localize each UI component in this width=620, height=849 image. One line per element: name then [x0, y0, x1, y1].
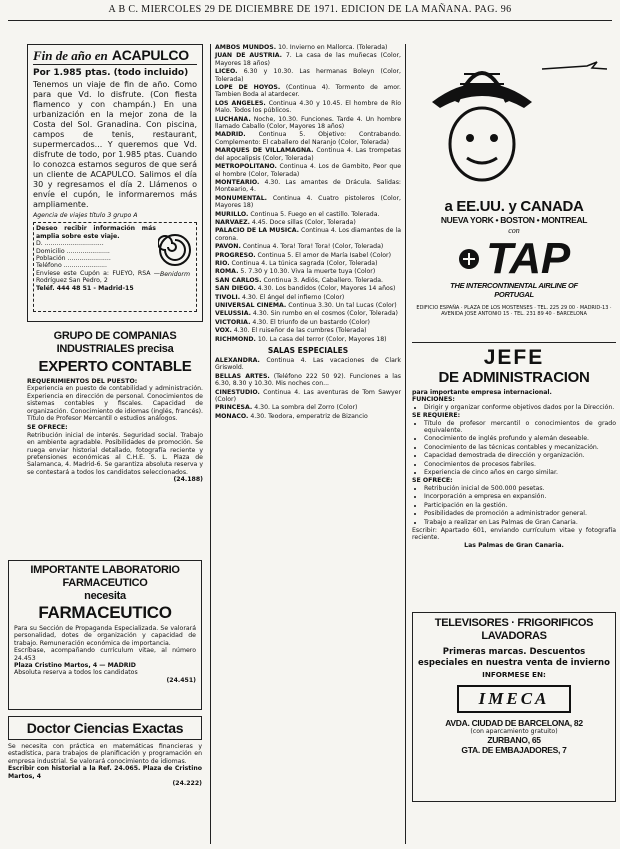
cinema-showing: Continua 4. Las vacaciones de Clark Griswold.	[215, 357, 401, 372]
cinema-name: LOPE DE HOYOS.	[215, 84, 281, 92]
cinema-name: LICEO.	[215, 68, 238, 76]
cinema-showing: Continua 4. La túnica sagrada (Color, Tolerada)	[231, 259, 378, 267]
cinema-name: BELLAS ARTES.	[215, 372, 270, 380]
cinema-name: MONUMENTAL.	[215, 194, 268, 202]
cinema-name: MARQUES DE VILLAMAGNA.	[215, 147, 314, 155]
cinema-entry	[215, 163, 401, 178]
jefe-offers-list	[412, 485, 616, 526]
tap-emblem-icon	[458, 248, 480, 270]
cinema-showing: Continua 4. Los diamantes de la corona.	[215, 227, 402, 242]
farma-apply: Escríbase, acompañando currículum vitae, al número 24.453	[14, 647, 196, 662]
tv-address1b: (con aparcamiento gratuito)	[470, 727, 558, 735]
cinema-showing: Continua 4. Los de Gambito, Peor que el hombre (Color, Tolerada)	[215, 163, 402, 178]
doctor-ad	[8, 716, 202, 842]
jefe-require-item: • Experiencia de cinco años en cargo similar.	[424, 469, 616, 476]
cinema-entry	[215, 310, 401, 317]
tv-title1: TELEVISORES · FRIGORIFICOS	[434, 617, 594, 629]
jefe-ad	[412, 342, 616, 600]
coupon-field-town: Población ......................	[36, 255, 111, 263]
tap-line3: con	[508, 226, 520, 235]
page-header: A B C. MIERCOLES 29 DE DICIEMBRE DE 1971. EDICION DE LA MAÑANA. PAG. 96	[108, 4, 512, 15]
tap-line2: NUEVA YORK • BOSTON • MONTREAL	[440, 215, 588, 225]
header-divider	[8, 20, 612, 21]
cinema-name: ROMA.	[215, 268, 239, 276]
tv-info: INFORMESE EN:	[482, 670, 546, 679]
experto-req-text: Experiencia en puesto de contabilidad y administración. Experiencia en dirección de personal. Conocimientos de sistemas contables y fiscales. Capacidad de organización. Conocimiento de idiomas (inglés, francés). Título de Profesor Mercantil o estudios análogos.	[27, 385, 203, 423]
cinema-showing: 10. La casa del terror (Color, Mayores 18)	[257, 335, 387, 343]
tap-subtitle: THE INTERCONTINENTAL AIRLINE OF PORTUGAL	[450, 281, 578, 299]
cinema-name: SAN DIEGO.	[215, 285, 256, 293]
special-entry	[215, 413, 401, 420]
jefe-offer-item: • Trabajo a realizar en Las Palmas de Gran Canaria.	[424, 519, 616, 526]
cinema-showing: 4.30. La sombra del Zorro (Color)	[254, 404, 358, 412]
farma-ref: (24.451)	[166, 676, 196, 684]
jefe-intro: para importante empresa internacional.	[412, 389, 552, 396]
cinema-name: PROGRESO.	[215, 251, 256, 259]
experto-offer-text: Retribución inicial de interés. Seguridad social. Trabajo en ambiente agradable. Posibilidades de promoción. Se ruega enviar historial detallado, fotografía reciente y pretensiones económicas al C.H.E. S. L. Plaza de Salamanca, 4. Madrid-6. Se garantiza absoluta reserva y se contestará a todos los candidatos seleccionados.	[27, 431, 203, 476]
experto-ref: (24.188)	[173, 476, 203, 484]
cinema-entry	[215, 336, 401, 343]
jefe-require-item: • Conocimiento de inglés profundo y alemán deseable.	[424, 435, 616, 442]
cinema-entry	[215, 227, 401, 242]
cinema-name: MONTEARIO.	[215, 178, 260, 186]
tv-address3: GTA. DE EMBAJADORES, 7	[461, 745, 567, 755]
cinema-showing: Continua 3.30. Un tal Lucas (Color)	[288, 302, 397, 309]
cinema-showing: Continua 4. Las aventuras de Tom Sawyer (Color)	[215, 388, 401, 404]
acapulco-agent-note: Agencia de viajes título 3 grupo A	[33, 212, 138, 219]
imeca-logo	[457, 685, 571, 713]
cinema-showing: 4.45. Doce sillas (Color, Tolerada)	[251, 218, 356, 226]
tv-body: Primeras marcas. Descuentos especiales en nuestra venta de invierno	[418, 647, 610, 668]
cinema-showing: 4.30. Los bandidos (Color, Mayores 14 años)	[257, 285, 396, 293]
coupon-field-address: Domicilio ......................	[36, 247, 110, 255]
cinema-showing: 4.30. Sin rumbo en el cosmos (Color, Tolerada)	[252, 310, 398, 318]
cinema-name: CINESTUDIO.	[215, 388, 260, 396]
jefe-functions-list	[412, 404, 616, 411]
jefe-offer-item: • Posibilidades de promoción a administrador general.	[424, 510, 616, 517]
cinema-name: LOS ANGELES.	[215, 99, 266, 107]
cartelera-column	[210, 44, 406, 844]
doctor-apply: Escribir con historial a la Ref. 24.065. Plaza de Cristino Martos, 4	[8, 765, 202, 780]
cinema-showing: 4.30. El triunfo de un bastardo (Color)	[252, 318, 370, 326]
tv-title2: LAVADORAS	[481, 630, 547, 642]
farmaceutico-ad	[8, 560, 202, 710]
jefe-requires-list	[412, 420, 616, 477]
farma-title: IMPORTANTE LABORATORIO FARMACEUTICO	[30, 564, 180, 589]
cinema-entry	[215, 243, 401, 250]
cinema-showing: (Continua 4). Tormento de amor. Tambien Boda al atardecer.	[215, 84, 401, 99]
doctor-headline: Doctor Ciencias Exactas	[8, 716, 202, 740]
cinema-showing: Continua 5. Fuego en el castillo. Tolerada.	[250, 210, 380, 218]
acapulco-body: Tenemos un viaje de fin de año. Como para que Vd. lo disfrute. (Con fiesta flamenco y con champán.) En una urbanización en la mejor zona de la Costa del Sol. Granadina. Con piscina, campos de tenis, restaurant, supermercados... Y queremos que Vd. disfrute de todo, por 1.985 ptas. Cuando lo conozca estamos seguros de que será un cliente de ACAPULCO. Salimos el día 30 y regresamos el día 2. Llámenos o envíe el cupón, le informaremos más ampliamente.	[33, 80, 197, 209]
cinema-showing: Continua 4. Las trompetas del apocalipsis (Color, Tolerada)	[215, 147, 401, 162]
tap-logo-row	[412, 234, 616, 283]
jefe-requires-title: SE REQUIERE:	[412, 412, 461, 420]
special-entry	[215, 357, 401, 372]
cinema-showing: 4.30. El ángel del infierno (Color)	[242, 293, 345, 301]
cinema-name: AMBOS MUNDOS.	[215, 44, 277, 51]
cinema-name: VELUSSIA.	[215, 310, 251, 318]
cinema-name: NARVAEZ.	[215, 218, 250, 226]
cinema-entry	[215, 100, 401, 115]
jefe-require-item: • Título de profesor mercantil o conocimientos de grado equivalente.	[424, 420, 616, 435]
jefe-offer-item: • Participación en la gestión.	[424, 502, 616, 509]
cinema-name: PAVON.	[215, 243, 241, 251]
jefe-title2: DE ADMINISTRACION	[438, 369, 590, 386]
tv-address2: ZURBANO, 65	[487, 735, 541, 745]
cinema-showing: Continua 3. Adiós, Caballero. Tolerada.	[263, 276, 383, 284]
cinema-entry	[215, 195, 401, 210]
cinema-entry	[215, 44, 401, 51]
jefe-functions-title: FUNCIONES:	[412, 396, 455, 404]
cinema-name: UNIVERSAL CINEMA.	[215, 302, 287, 309]
cinema-entry	[215, 319, 401, 326]
cinema-entry	[215, 52, 401, 67]
cinema-name: ALEXANDRA.	[215, 357, 260, 365]
jefe-require-item: • Conocimientos de procesos fabriles.	[424, 461, 616, 468]
acapulco-logo	[157, 233, 193, 278]
cinema-entry	[215, 147, 401, 162]
cinema-name: MONACO.	[215, 412, 249, 420]
cinema-name: RIO.	[215, 259, 230, 267]
cinema-listings	[215, 44, 401, 343]
tap-ad	[412, 44, 616, 334]
coupon-company-phone: Teléf. 444 48 51 - Madrid-15	[36, 284, 134, 292]
special-entry	[215, 404, 401, 411]
tap-logo: TAP	[486, 234, 570, 283]
acapulco-title	[33, 48, 197, 65]
jefe-offer-item: • Incorporación a empresa en expansión.	[424, 493, 616, 500]
cinema-showing: Continua 4. Cuatro pistoleros (Color, Mayores 18)	[215, 194, 401, 210]
cinema-entry	[215, 211, 401, 218]
cinema-entry	[215, 302, 401, 309]
televisores-ad	[412, 612, 616, 802]
cinema-showing: Continua 4.30 y 10.45. El hombre de Río Malo. Todos los públicos.	[215, 99, 401, 115]
sombrero-character-icon	[412, 44, 616, 194]
cinema-entry	[215, 294, 401, 301]
cinema-name: LUCHANA.	[215, 115, 251, 123]
logo-label: Benidorm	[160, 271, 190, 279]
cinema-entry	[215, 277, 401, 284]
imeca-logo-text: IMECA	[478, 688, 550, 708]
farma-needs: necesita	[84, 590, 126, 602]
cinema-entry	[215, 68, 401, 83]
cinema-name: RICHMOND.	[215, 335, 256, 343]
acapulco-price: Por 1.985 ptas. (todo incluido)	[33, 68, 189, 78]
farma-address: Plaza Cristino Martos, 4 — MADRID	[14, 662, 136, 670]
cinema-name: PALACIO DE LA MUSICA.	[215, 227, 300, 235]
jefe-footer: Escribir: Apartado 601, enviando currículum vitae y fotografía reciente.	[412, 526, 616, 542]
cinema-name: METROPOLITANO.	[215, 163, 277, 171]
jefe-title1: JEFE	[483, 346, 545, 369]
farma-headline: FARMACEUTICO	[38, 603, 172, 622]
acapulco-title-right: ACAPULCO	[111, 47, 189, 63]
doctor-ref: (24.222)	[172, 780, 202, 788]
cinema-showing: 6.30 y 10.30. Las hermanas Boleyn (Color, Tolerada)	[215, 68, 402, 83]
acapulco-ad	[27, 44, 203, 322]
jefe-offer-item: • Retribución inicial de 500.000 pesetas.	[424, 485, 616, 492]
cinema-name: PRINCESA.	[215, 404, 253, 412]
cinema-showing: Continua 5. El amor de María Isabel (Color)	[257, 251, 391, 259]
cinema-entry	[215, 219, 401, 226]
jefe-offers-title: SE OFRECE:	[412, 477, 453, 485]
acapulco-coupon[interactable]	[33, 222, 197, 312]
cinema-showing: Noche, 10.30. Funciones. Tarde 4. Un hombre llamado Caballo (Color, Mayores 18 años)	[215, 115, 402, 131]
experto-offer-title: SE OFRECE:	[27, 424, 68, 432]
farma-body: Para su Sección de Propaganda Especializada. Se valorará personalidad, dotes de organización y capacidad de trabajo. Remuneración económica de importancia.	[14, 625, 196, 647]
cinema-name: MADRID.	[215, 131, 246, 139]
cinema-entry	[215, 179, 401, 194]
special-title: SALAS ESPECIALES	[267, 346, 349, 356]
cinema-showing: Continua 4. Tora! Tora! Tora! (Color, Tolerada)	[242, 243, 384, 251]
cinema-entry	[215, 84, 401, 99]
cinema-showing: Continua 5. Objetivo: Contrabando. Complemento: El caballero del Naranjo (Color, Tolerada)	[215, 131, 402, 146]
coupon-title: Deseo recibir información más amplia sobre este viaje.	[36, 225, 156, 240]
cinema-entry	[215, 131, 401, 146]
jefe-require-item: • Conocimiento de las técnicas contables y mecanización.	[424, 444, 616, 451]
cinema-name: VOX.	[215, 327, 232, 335]
shell-icon	[158, 233, 192, 267]
cinema-entry	[215, 252, 401, 259]
cinema-entry	[215, 116, 401, 131]
acapulco-title-left: Fin de año en	[33, 48, 108, 63]
special-entry	[215, 373, 401, 388]
coupon-field-phone: Teléfono ......................	[36, 262, 107, 270]
jefe-function-item: • Dirigir y organizar conforme objetivos dados por la Dirección.	[424, 404, 616, 411]
doctor-body: Se necesita con práctica en matemáticas financieras y estadística, para trabajos de planificación y programación en empresa industrial. Se valorará conocimiento de idiomas.	[8, 743, 202, 765]
coupon-field-name: D. ..............................	[36, 240, 104, 248]
coupon-company: Envíese este Cupón a: FUEYO, RSA — Rodríguez San Pedro, 2	[36, 269, 160, 285]
tv-address1: AVDA. CIUDAD DE BARCELONA, 82	[445, 717, 583, 728]
cinema-showing: 5. 7.30 y 10.30. Viva la muerte tuya (Color)	[240, 268, 376, 276]
tap-footer: EDIFICIO ESPAÑA · PLAZA DE LOS MOSTENSES · TEL. 225 29 00 · MADRID-13 · AVENIDA JOSE ANTONIO 15 · TEL. 231 89 40 · BARCELONA	[416, 305, 612, 317]
cinema-name: TIVOLI.	[215, 293, 241, 301]
cinema-showing: 7. La casa de las muñecas (Color, Mayores 18 años)	[215, 52, 401, 67]
experto-intro: GRUPO DE COMPANIAS INDUSTRIALES precisa	[53, 330, 177, 355]
cinema-entry	[215, 268, 401, 275]
farma-note: Absoluta reserva a todos los candidatos	[14, 669, 138, 677]
cinema-showing: 4.30. Las amantes de Drácula. Salidas: Monteario, 4.	[215, 178, 401, 194]
cinema-showing: 4.30. El ruiseñor de las cumbres (Tolerada)	[233, 327, 367, 335]
cinema-name: MURILLO.	[215, 210, 249, 218]
cinema-entry	[215, 327, 401, 334]
jefe-require-item: • Capacidad demostrada de dirección y organización.	[424, 452, 616, 459]
experto-contable-ad	[27, 330, 203, 555]
cinema-name: VICTORIA.	[215, 318, 251, 326]
experto-headline: EXPERTO CONTABLE	[38, 358, 192, 375]
cinema-showing: 10. Invierno en Mallorca. (Tolerada)	[278, 44, 388, 51]
tap-line1: a EE.UU. y CANADA	[444, 198, 584, 215]
special-listings	[215, 357, 401, 420]
cinema-showing: (Teléfono 222 50 92). Funciones a las 6.30, 8.30 y 10.30. Mis noches con...	[215, 372, 401, 388]
cinema-name: SAN CARLOS.	[215, 276, 262, 284]
jefe-city: Las Palmas de Gran Canaria.	[464, 541, 564, 549]
cinema-name: JUAN DE AUSTRIA.	[215, 52, 283, 60]
cinema-entry	[215, 285, 401, 292]
experto-req-title: REQUERIMIENTOS DEL PUESTO:	[27, 378, 138, 385]
cinema-showing: 4.30. Teodora, emperatriz de Bizancio	[250, 412, 368, 420]
special-entry	[215, 389, 401, 404]
cinema-entry	[215, 260, 401, 267]
